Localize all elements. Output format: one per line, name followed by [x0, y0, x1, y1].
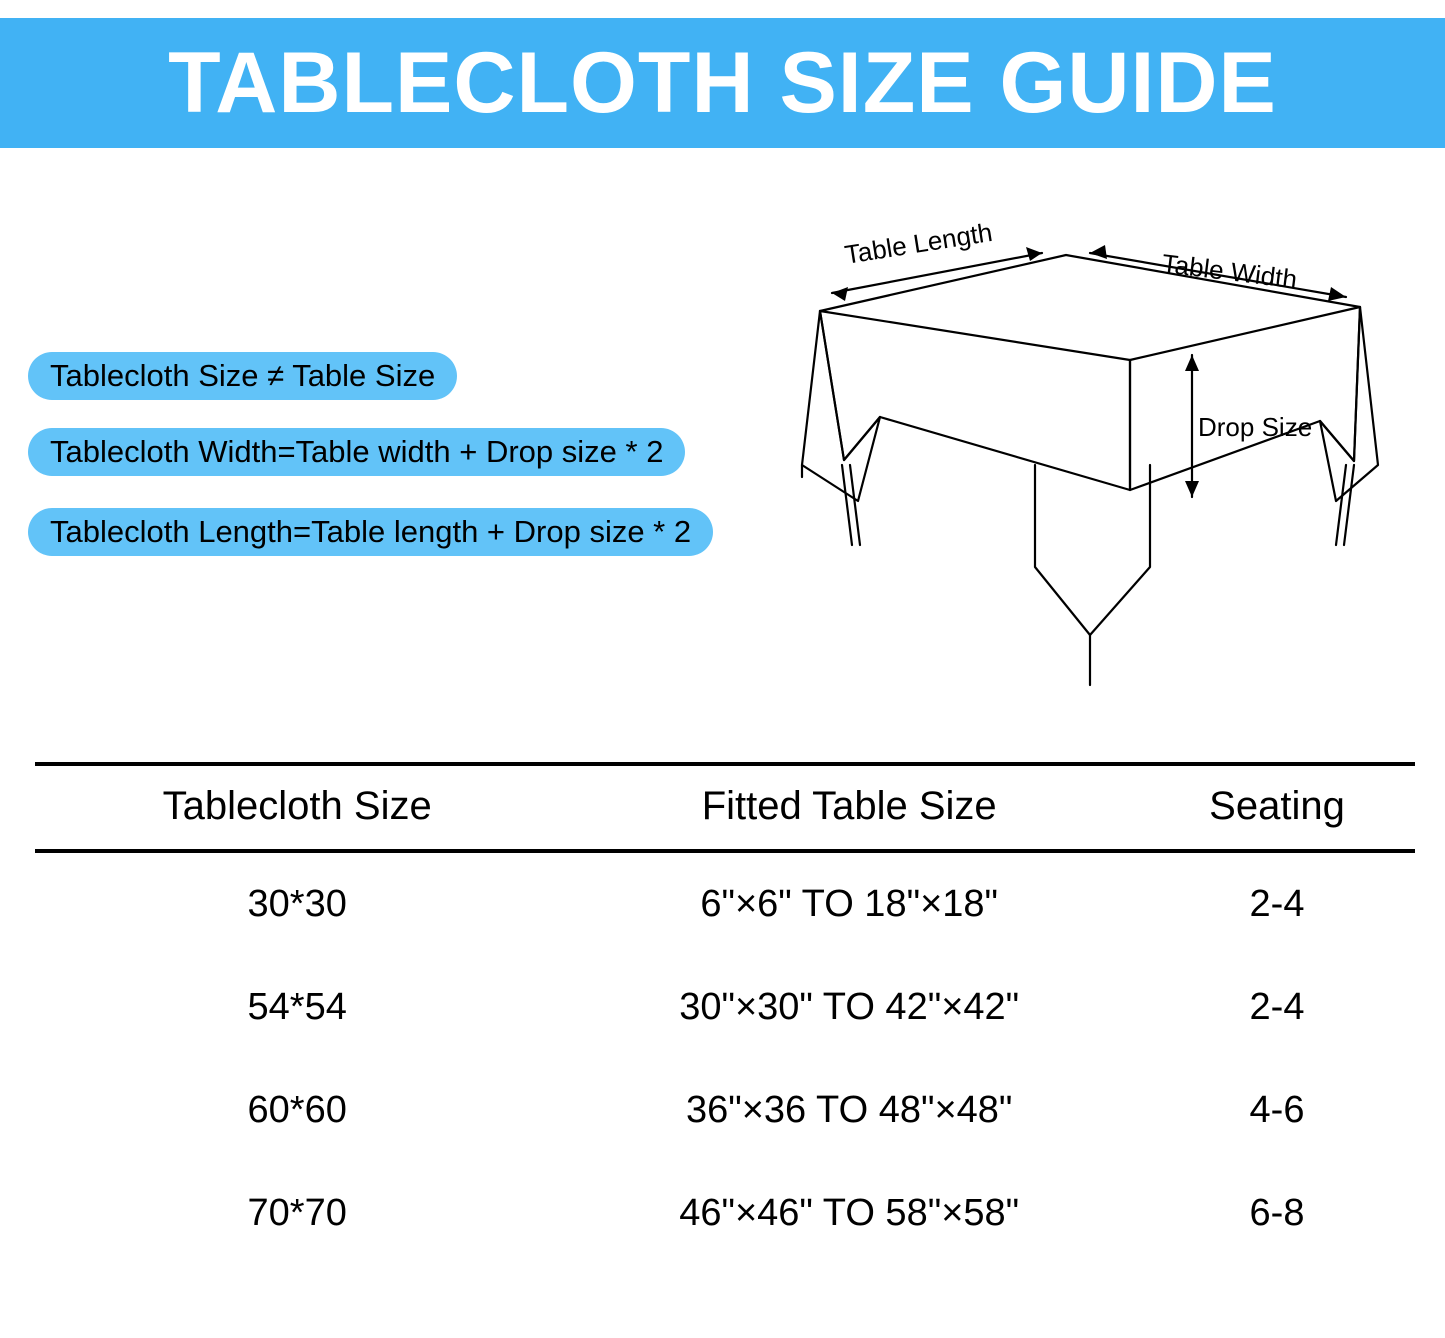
cell-seating: 2-4	[1249, 986, 1305, 1028]
table-header-row	[35, 764, 1415, 851]
cell-seating: 4-6	[1249, 1089, 1305, 1131]
cloth-front-left-panel	[880, 360, 1130, 490]
cell-tablecloth-size: 30*30	[247, 883, 347, 925]
note-pill-size-not-equal: Tablecloth Size ≠ Table Size	[28, 352, 457, 400]
cloth-center-drape	[1035, 465, 1150, 635]
label-drop-size: Drop Size	[1198, 412, 1313, 442]
cloth-right-corner	[1320, 307, 1378, 501]
cell-fitted-table-size: 6"×6" TO 18"×18"	[700, 883, 999, 925]
column-header-tablecloth-size: Tablecloth Size	[35, 764, 559, 851]
header-banner	[0, 18, 1445, 148]
cloth-left-corner	[802, 311, 880, 501]
cell-fitted-table-size: 36"×36 TO 48"×48"	[685, 1089, 1013, 1131]
table-row	[35, 851, 1415, 956]
table-row	[35, 956, 1415, 1059]
cell-tablecloth-size: 54*54	[247, 986, 347, 1028]
column-header-seating: Seating	[1139, 764, 1415, 851]
note-pill-length-formula: Tablecloth Length=Table length + Drop size * 2	[28, 508, 713, 556]
page-title: TABLECLOTH SIZE GUIDE	[168, 35, 1277, 131]
cell-seating: 6-8	[1249, 1192, 1305, 1234]
cell-tablecloth-size: 60*60	[247, 1089, 347, 1131]
cell-fitted-table-size: 30"×30" TO 42"×42"	[679, 986, 1020, 1028]
label-table-width: Table Width	[1160, 248, 1299, 295]
label-table-length: Table Length	[842, 216, 995, 270]
tablecloth-diagram	[780, 215, 1430, 715]
cell-fitted-table-size: 46"×46" TO 58"×58"	[679, 1192, 1020, 1234]
cell-tablecloth-size: 70*70	[247, 1192, 347, 1234]
table-row	[35, 1059, 1415, 1162]
size-guide-table	[35, 762, 1415, 1265]
cell-seating: 2-4	[1249, 883, 1305, 925]
table-row	[35, 1162, 1415, 1265]
note-pill-width-formula: Tablecloth Width=Table width + Drop size * 2	[28, 428, 685, 476]
column-header-fitted-table-size: Fitted Table Size	[559, 764, 1139, 851]
